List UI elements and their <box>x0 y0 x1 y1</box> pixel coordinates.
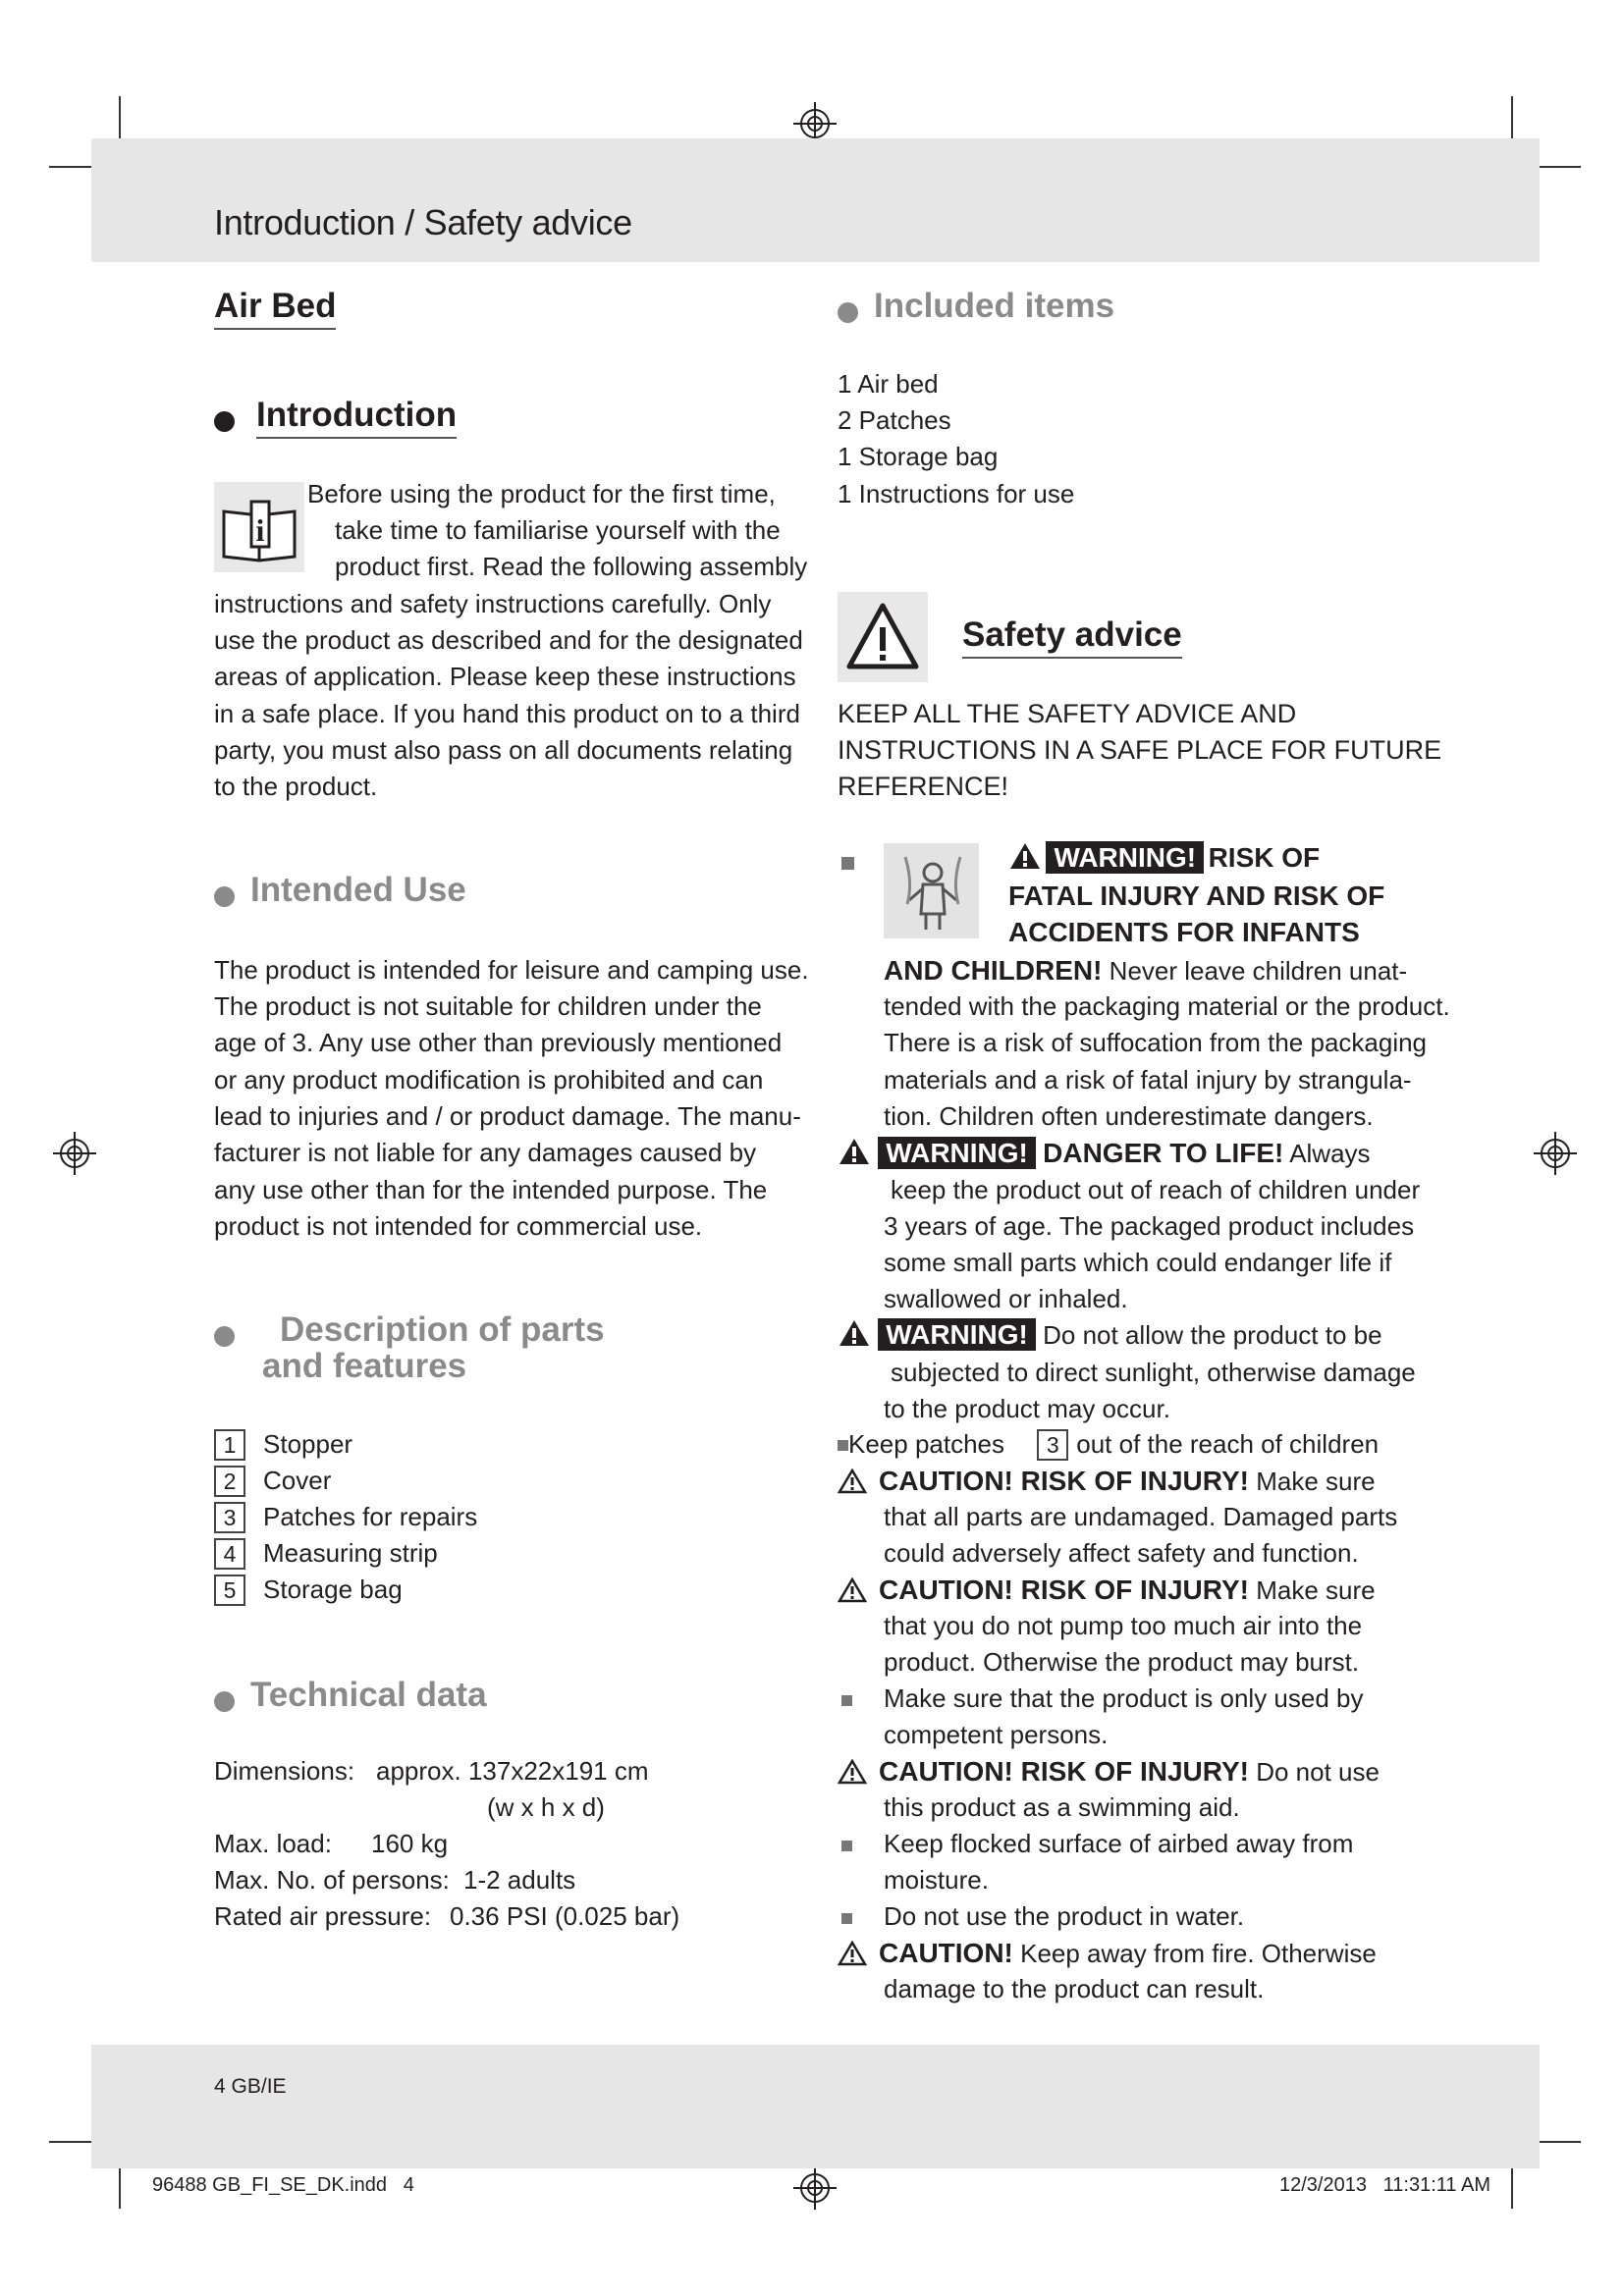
warning-triangle-icon <box>838 1318 871 1348</box>
parts-item <box>214 1463 331 1499</box>
caution-1-line: could adversely affect safety and function. <box>884 1538 1359 1568</box>
intended-use-line: any use other than for the intended purpose. The <box>214 1175 768 1204</box>
tech-dimensions-unit: (w x h x d) <box>487 1792 605 1822</box>
bullet-square-icon <box>838 1440 848 1451</box>
caution-text: Make sure <box>1256 1467 1376 1496</box>
svg-text:i: i <box>255 512 265 548</box>
part-number: 3 <box>214 1502 245 1533</box>
warning-badge: WARNING! <box>878 1137 1036 1169</box>
warning-2-line: swallowed or inhaled. <box>884 1284 1128 1313</box>
warning-3-head <box>838 1317 1382 1354</box>
intro-line: in a safe place. If you hand this product on to a third <box>214 699 800 728</box>
part-number: 5 <box>214 1575 245 1606</box>
caution-text: Keep away from fire. Otherwise <box>1020 1939 1377 1968</box>
intro-line: Before using the product for the first time, <box>307 479 776 508</box>
warning-title: ACCIDENTS FOR INFANTS <box>1008 917 1360 947</box>
bullet-line: Keep flocked surface of airbed away from <box>884 1829 1354 1858</box>
included-heading-text: Included items <box>874 287 1115 325</box>
bullet-line: Make sure that the product is only used by <box>884 1683 1364 1713</box>
product-title-text: Air Bed <box>214 287 336 330</box>
tech-load-value: 160 kg <box>371 1829 449 1858</box>
footer-band <box>91 2045 1540 2168</box>
caution-4-head <box>838 1935 1377 1972</box>
warning-2-head <box>838 1135 1371 1172</box>
bullet-dot-icon <box>214 411 235 432</box>
tech-load-label: Max. load: <box>214 1829 332 1858</box>
part-label: Patches for repairs <box>263 1502 478 1531</box>
info-book-icon <box>214 482 304 572</box>
child-hazard-icon <box>884 843 979 938</box>
warning-title: DANGER TO LIFE! <box>1043 1138 1284 1168</box>
warning-2-line: 3 years of age. The packaged product includes <box>884 1211 1415 1241</box>
header-band <box>91 138 1540 262</box>
bullet-square-icon <box>841 857 854 870</box>
intended-use-heading <box>214 871 466 910</box>
tech-dimensions-label: Dimensions: <box>214 1756 355 1786</box>
warning-1-line: tended with the packaging material or the product. <box>884 991 1450 1021</box>
patches-text: out of the reach of children <box>1076 1429 1380 1459</box>
bullet-line: Do not use the product in water. <box>884 1901 1245 1931</box>
parts-item <box>214 1535 438 1572</box>
intro-line: product first. Read the following assembly <box>335 552 808 581</box>
included-heading <box>838 287 1114 326</box>
warning-1-head <box>1008 841 1320 874</box>
warning-text: Do not allow the product to be <box>1043 1320 1382 1350</box>
caution-4-line: damage to the product can result. <box>884 1974 1265 2003</box>
part-number: 1 <box>214 1429 245 1461</box>
parts-heading <box>214 1310 605 1350</box>
patches-line <box>838 1426 1379 1463</box>
registration-mark-icon <box>1534 1132 1577 1175</box>
warning-1-line: materials and a risk of fatal injury by strangula- <box>884 1065 1412 1095</box>
intended-use-line: product is not intended for commercial use. <box>214 1211 703 1241</box>
caution-3-head <box>838 1753 1380 1790</box>
tech-dimensions-value: approx. 137x22x191 cm <box>376 1756 649 1786</box>
part-number: 3 <box>1037 1429 1068 1461</box>
keep-line: INSTRUCTIONS IN A SAFE PLACE FOR FUTURE <box>838 735 1442 765</box>
tech-pressure-label: Rated air pressure: <box>214 1901 432 1931</box>
tech-persons-label: Max. No. of persons: <box>214 1865 450 1895</box>
tech-persons-value: 1-2 adults <box>463 1865 576 1895</box>
warning-1-line: There is a risk of suffocation from the packaging <box>884 1028 1428 1057</box>
warning-badge: WARNING! <box>1046 841 1204 874</box>
caution-triangle-icon <box>838 1468 867 1494</box>
registration-mark-icon <box>53 1132 96 1175</box>
part-number: 4 <box>214 1538 245 1570</box>
intended-use-line: The product is intended for leisure and camping use. <box>214 955 809 985</box>
included-item: 1 Instructions for use <box>838 479 1075 508</box>
caution-text: Do not use <box>1256 1757 1380 1787</box>
caution-text: Make sure <box>1256 1575 1376 1605</box>
bullet-square-icon <box>841 1695 852 1706</box>
intro-line: party, you must also pass on all documents relating <box>214 735 793 765</box>
warning-1-line: tion. Children often underestimate dangers. <box>884 1101 1374 1131</box>
bullet-dot-icon <box>214 1691 235 1712</box>
intended-use-line: age of 3. Any use other than previously mentioned <box>214 1028 783 1057</box>
caution-title: CAUTION! <box>879 1938 1013 1968</box>
warning-badge: WARNING! <box>878 1318 1036 1351</box>
warning-3-line: subjected to direct sunlight, otherwise damage <box>891 1358 1416 1387</box>
intended-use-heading-text: Intended Use <box>250 871 466 909</box>
caution-title: CAUTION! RISK OF INJURY! <box>879 1575 1249 1605</box>
intended-use-line: or any product modification is prohibited and can <box>214 1065 764 1095</box>
tech-pressure-value: 0.36 PSI (0.025 bar) <box>450 1901 680 1931</box>
warning-2-line: some small parts which could endanger life if <box>884 1248 1392 1277</box>
intended-use-line: lead to injuries and / or product damage. The manu- <box>214 1101 801 1131</box>
bullet-dot-icon <box>214 1326 235 1347</box>
caution-triangle-icon <box>838 1577 867 1603</box>
introduction-heading <box>214 396 457 439</box>
bullet-square-icon <box>841 1913 852 1924</box>
caution-title: CAUTION! RISK OF INJURY! <box>879 1756 1249 1787</box>
page-title: Introduction / Safety advice <box>214 202 632 242</box>
warning-triangle-icon <box>838 1137 871 1166</box>
warning-title: AND CHILDREN! <box>884 955 1103 986</box>
warning-2-line: keep the product out of reach of children under <box>891 1175 1421 1204</box>
technical-heading-text: Technical data <box>250 1676 487 1714</box>
part-label: Stopper <box>263 1429 353 1459</box>
keep-line: REFERENCE! <box>838 772 1009 801</box>
caution-title: CAUTION! RISK OF INJURY! <box>879 1466 1249 1496</box>
caution-triangle-icon <box>838 1759 867 1785</box>
bullet-square-icon <box>841 1841 852 1851</box>
parts-item <box>214 1572 403 1608</box>
caution-1-line: that all parts are undamaged. Damaged parts <box>884 1502 1398 1531</box>
bullet-line: competent persons. <box>884 1720 1109 1749</box>
safety-heading-text: Safety advice <box>962 615 1182 659</box>
patches-text: Keep patches <box>848 1429 1005 1459</box>
included-item: 1 Air bed <box>838 369 939 399</box>
caution-3-line: this product as a swimming aid. <box>884 1792 1240 1822</box>
registration-mark-icon <box>793 2166 837 2210</box>
intended-use-line: The product is not suitable for children under the <box>214 991 762 1021</box>
intro-line: use the product as described and for the designated <box>214 625 803 655</box>
intro-line: areas of application. Please keep these instructions <box>214 662 796 691</box>
product-title <box>214 287 336 330</box>
warning-text: Never leave children unat- <box>1109 956 1408 986</box>
warning-triangle-icon <box>1008 841 1042 871</box>
technical-heading <box>214 1676 487 1715</box>
bullet-dot-icon <box>838 302 858 323</box>
keep-line: KEEP ALL THE SAFETY ADVICE AND <box>838 699 1297 728</box>
warning-3-line: to the product may occur. <box>884 1394 1170 1423</box>
part-label: Storage bag <box>263 1575 403 1604</box>
caution-1-head <box>838 1463 1376 1500</box>
bullet-dot-icon <box>214 886 235 907</box>
warning-1-line <box>884 952 1407 989</box>
warning-title: RISK OF <box>1208 842 1321 873</box>
caution-2-head <box>838 1572 1376 1609</box>
included-item: 2 Patches <box>838 405 951 435</box>
part-label: Measuring strip <box>263 1538 438 1568</box>
file-name: 96488 GB_FI_SE_DK.indd 4 <box>152 2174 414 2196</box>
parts-heading-line1: Description of parts <box>280 1310 605 1349</box>
intro-line: to the product. <box>214 772 378 801</box>
caution-2-line: that you do not pump too much air into the <box>884 1611 1363 1640</box>
safety-heading <box>962 615 1182 659</box>
introduction-heading-text: Introduction <box>256 396 457 439</box>
bullet-line: moisture. <box>884 1865 989 1895</box>
parts-item <box>214 1499 477 1535</box>
part-number: 2 <box>214 1466 245 1497</box>
parts-heading-line2: and features <box>262 1347 467 1385</box>
caution-triangle-icon <box>838 1941 867 1966</box>
print-timestamp: 12/3/2013 11:31:11 AM <box>1279 2174 1490 2196</box>
intro-line: take time to familiarise yourself with the <box>335 515 781 545</box>
warning-text: Always <box>1289 1139 1371 1168</box>
intro-line: instructions and safety instructions carefully. Only <box>214 589 772 618</box>
included-item: 1 Storage bag <box>838 442 999 471</box>
page-number: 4 GB/IE <box>214 2075 287 2098</box>
warning-triangle-icon <box>838 592 928 682</box>
parts-item <box>214 1426 352 1463</box>
intended-use-line: facturer is not liable for any damages caused by <box>214 1138 757 1167</box>
caution-2-line: product. Otherwise the product may burst. <box>884 1647 1360 1677</box>
part-label: Cover <box>263 1466 332 1495</box>
warning-title: FATAL INJURY AND RISK OF <box>1008 881 1385 911</box>
